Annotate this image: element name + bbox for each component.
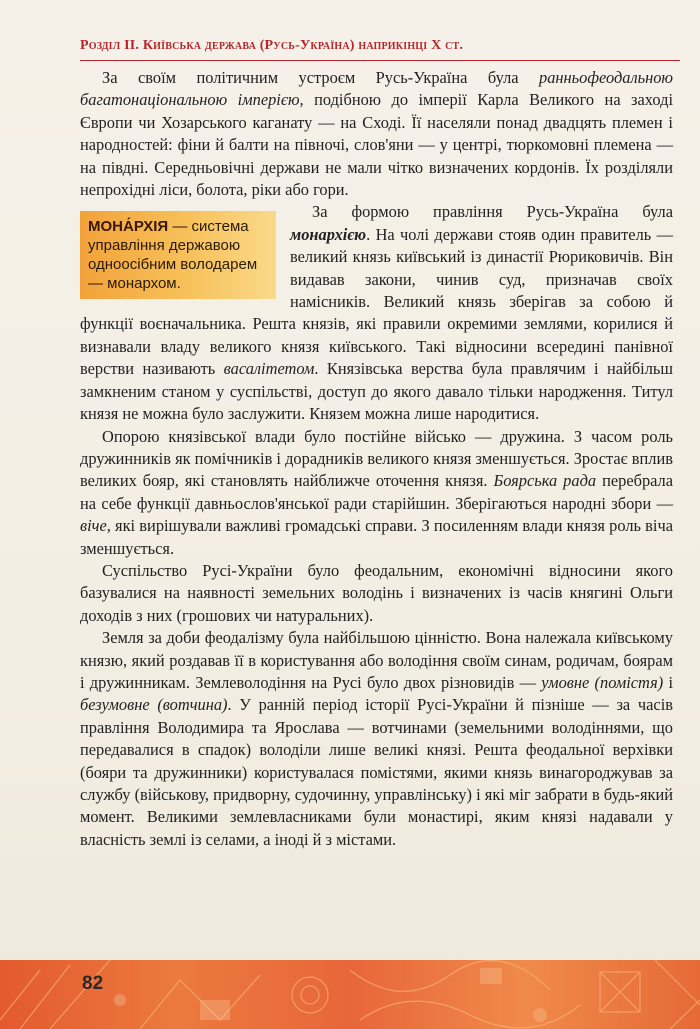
paragraph-2-emphasis: монархією — [290, 224, 367, 244]
paragraph-2-start: За формою правління Русь-Україна була — [312, 202, 673, 222]
page-number: 82 — [82, 973, 104, 994]
paragraph-5-start: Земля за доби феодалізму була найбільшою цінністю. Вона належала київському князю, який роздавав її в користування або володіння своїм синам, родичам, боярам і дружинникам. Землеволодіння на Русі було двох різновидів — — [80, 628, 673, 692]
paragraph-5-emphasis-2: безумовне (вотчина) — [80, 695, 228, 715]
paragraph-4: Суспільство Русі-України було феодальним, економічні відносини якого базувалися на наявності земельних володінь і визначених із часів княгині Ольги доходів з них (грошових чи натуральних). — [80, 560, 673, 625]
term-definition: — система управління державою одноосібним володарем — монархом. — [88, 218, 258, 293]
paragraph-5-mid: і — [663, 672, 673, 692]
body-text — [80, 67, 673, 851]
paragraph-3-mid: перебрала на себе функції давньослов'янської ради старійшин. Зберігаються народні збори — — [80, 471, 674, 513]
paragraph-2-block — [80, 201, 673, 425]
paragraph-3-emphasis-2: віче — [80, 516, 107, 536]
paragraph-2-emphasis-2: васалітетом — [223, 359, 315, 379]
paragraph-3-emphasis: Боярська рада — [493, 471, 597, 491]
footer-ornament — [0, 960, 700, 1029]
running-header: Розділ II. Київська держава (Русь-Україна) наприкінці Х ст. — [80, 38, 464, 53]
paragraph-3-end: , які вирішували важливі громадські справи. З посиленням влади князя роль віча зменшується. — [80, 516, 673, 558]
paragraph-3-start: Опорою князівської влади було постійне військо — дружина. З часом роль дружинників як помічників і дорадників великого князя зменшується. Зростає вплив великих бояр, які становлять найближче оточення князя. — [80, 426, 673, 491]
paragraph-1-rest: , подібною до імперії Карла Великого на заході Європи чи Хозарського каганату — на Сході. Її населяли понад двадцять племен і народностей: фіни й балти на півночі, слов'яни — у центрі, тюркомовні племена — на півдні. Середньовічні держави не мали чітко визначених кордонів. Їх розділяли непрохідні ліси, болота, ріки або гори. — [80, 90, 673, 200]
paragraph-5 — [80, 627, 673, 851]
paragraph-5-end: . У ранній період історії Русі-України й пізніше — за часів правління Володимира та Ярослава — вотчинами (земельними володіннями, що передавалися в спадок) володіли лише великі князі. Решта феодальної верхівки (бояри та дружинники) користувалася помістями, якими князь винагороджував за службу (військову, придворну, судочинну, управлінську) і які міг забрати в будь-який момент. Великими землевласниками були монастирі, яким князі надавали у власність землі із селами, а іноді й з містами. — [80, 695, 673, 849]
term-word: МОНА́РХІЯ — [88, 218, 169, 236]
paragraph-1-text: За своїм політичним устроєм Русь-Україна була — [102, 68, 540, 87]
header-rule — [80, 60, 680, 61]
paragraph-5-emphasis: умовне (помістя) — [541, 672, 664, 692]
paragraph-3 — [80, 426, 673, 560]
paragraph-2-mid: . На чолі держави стояв один правитель — великий князь київський із династії Рюриковичів. Він видавав закони, чинив суд, призначав своїх намісників. Великий князь зберігав за собою й функції воєначальника. Решта князів, які правили окремими землями, корилися й визнавали владу великого князя київського. Такі відносини всередині панівної верстви називають — [80, 224, 673, 379]
paragraph-2-end: . Князівська верства була правлячим і найбільш замкненим станом у суспільстві, доступ до якого давало тільки народження. Титул князя не можна було заслужити. Князем можна лише народитися. — [80, 359, 674, 424]
term-definition-box — [80, 211, 276, 299]
paragraph-1 — [80, 67, 673, 201]
paragraph-1-emphasis: ранньофеодальною багатонаціональною імперією — [80, 68, 673, 110]
footer-decorative-band — [0, 960, 700, 1029]
